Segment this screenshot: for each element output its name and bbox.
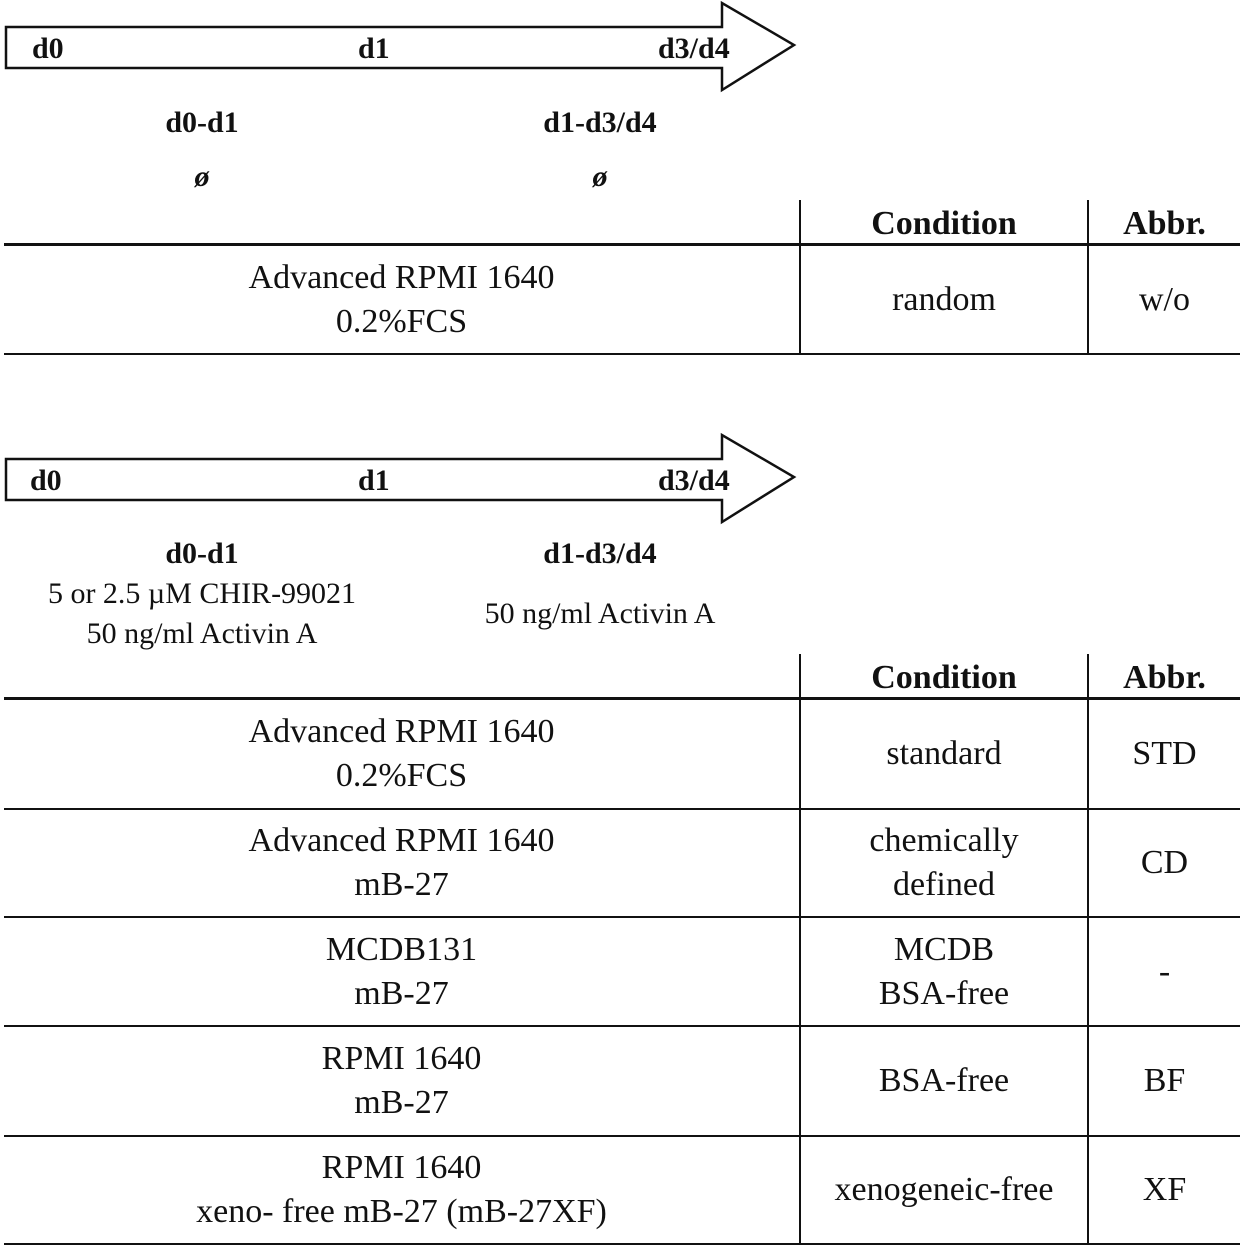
table-row-medium xyxy=(4,1137,799,1243)
phase-2-2 xyxy=(440,534,760,634)
abbr-value: CD xyxy=(1140,844,1189,881)
phase-2-2-title: d1-d3/d4 xyxy=(543,537,657,570)
table-row-abbr xyxy=(1089,700,1240,808)
table-row-abbr xyxy=(1089,1027,1240,1135)
phase-2-1-line: 5 or 2.5 µM CHIR-99021 xyxy=(47,577,357,610)
condition-line: random xyxy=(892,281,996,318)
table-row-abbr xyxy=(1089,810,1240,916)
table-1-row-condition xyxy=(801,246,1087,354)
table-row-abbr xyxy=(1089,918,1240,1025)
medium-line: 0.2%FCS xyxy=(335,757,468,794)
phase-1-2 xyxy=(480,103,720,197)
medium-line: mB-27 xyxy=(354,1084,449,1121)
table-row-medium xyxy=(4,918,799,1025)
phase-1-1-title: d0-d1 xyxy=(165,106,239,139)
timeline-1-mid: d1 xyxy=(358,32,390,65)
table-1-header-abbr: Abbr. xyxy=(1123,205,1206,242)
table-row-condition xyxy=(801,810,1087,916)
medium-line: RPMI 1640 xyxy=(321,1040,482,1077)
medium-line: 0.2%FCS xyxy=(335,303,468,340)
table-2-header-condition: Condition xyxy=(871,659,1017,696)
table-2-bottom-rule xyxy=(4,1243,1240,1245)
abbr-value: w/o xyxy=(1139,281,1190,318)
table-row-medium xyxy=(4,700,799,808)
condition-line: standard xyxy=(886,735,1002,772)
timeline-1-end: d3/d4 xyxy=(658,32,730,65)
medium-line: Advanced RPMI 1640 xyxy=(248,259,555,296)
medium-line: mB-27 xyxy=(354,866,449,903)
table-2-header-abbr: Abbr. xyxy=(1123,659,1206,696)
timeline-2-mid: d1 xyxy=(358,464,390,497)
phase-2-1 xyxy=(12,534,392,654)
table-row-condition xyxy=(801,1137,1087,1243)
table-row-medium xyxy=(4,810,799,916)
condition-line: defined xyxy=(893,866,995,903)
table-1-header-condition: Condition xyxy=(871,205,1017,242)
table-1-bottom-rule xyxy=(4,353,1240,355)
medium-line: MCDB131 xyxy=(325,930,478,968)
table-row-medium xyxy=(4,1027,799,1135)
abbr-value: BF xyxy=(1143,1062,1186,1099)
condition-line: xenogeneic-free xyxy=(834,1171,1054,1208)
medium-line: Advanced RPMI 1640 xyxy=(248,822,555,859)
condition-line: chemically xyxy=(869,822,1019,859)
condition-line: MCDB xyxy=(893,930,995,968)
table-1-row-medium xyxy=(4,246,799,354)
abbr-value: XF xyxy=(1142,1171,1187,1208)
empty-set-icon: ø xyxy=(194,160,210,193)
condition-line: BSA-free xyxy=(878,1062,1010,1099)
table-row-abbr xyxy=(1089,1137,1240,1243)
empty-set-icon: ø xyxy=(592,160,608,193)
medium-line: xeno- free mB-27 (mB-27XF) xyxy=(196,1193,607,1230)
table-row-condition xyxy=(801,1027,1087,1135)
table-row-condition xyxy=(801,918,1087,1025)
phase-2-2-line: 50 ng/ml Activin A xyxy=(484,597,716,630)
phase-1-1 xyxy=(102,103,302,197)
phase-1-2-title: d1-d3/d4 xyxy=(543,106,657,139)
medium-line: RPMI 1640 xyxy=(321,1149,482,1186)
abbr-value: - xyxy=(1158,952,1171,990)
table-1-row-abbr xyxy=(1089,246,1240,354)
timeline-1-start: d0 xyxy=(32,32,64,65)
timeline-2-start: d0 xyxy=(30,464,62,497)
timeline-2-end: d3/d4 xyxy=(658,464,730,497)
medium-line: mB-27 xyxy=(354,974,449,1012)
abbr-value: STD xyxy=(1132,735,1197,772)
phase-2-1-title: d0-d1 xyxy=(165,537,239,570)
condition-line: BSA-free xyxy=(878,974,1010,1012)
medium-line: Advanced RPMI 1640 xyxy=(248,713,555,750)
table-row-condition xyxy=(801,700,1087,808)
phase-2-1-line: 50 ng/ml Activin A xyxy=(86,617,318,650)
